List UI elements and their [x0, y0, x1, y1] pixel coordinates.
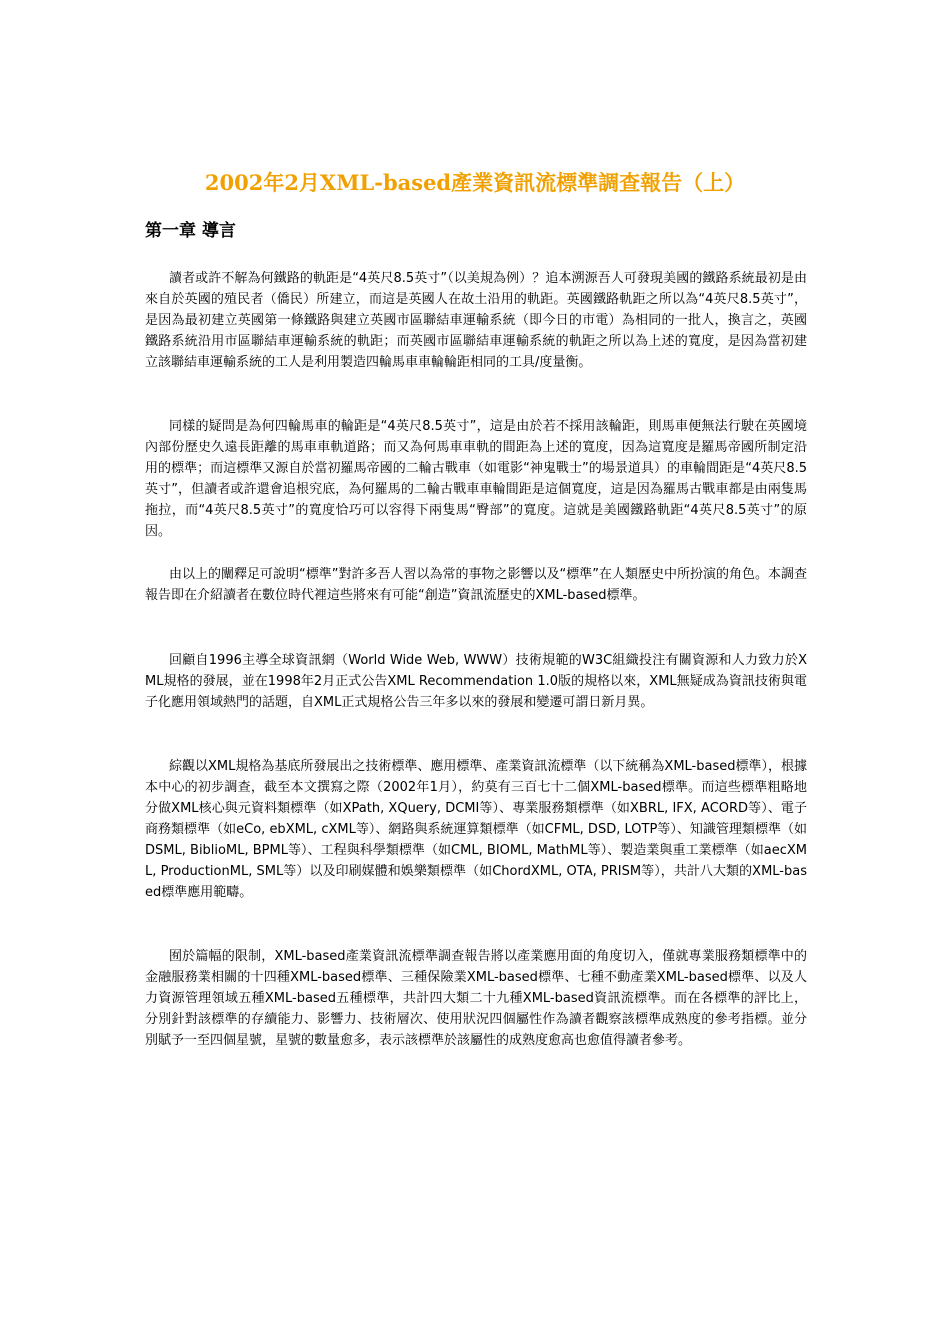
chapter-heading: 第一章 導言 [145, 221, 236, 241]
body-paragraph-5: 綜觀以XML規格為基底所發展出之技術標準、應用標準、產業資訊流標準（以下統稱為XML-based標準），根據本中心的初步調查，截至本文撰寫之際（2002年1月），約莫有三百七十二個XML-based標準。而這些標準粗略地分做XML核心與元資料類標準（如XPath, XQuery, DCMI等）、專業服務類標準（如XBRL, IFX, ACORD等）、電子商務類標準（如eCo, ebXML, cXML等）、網路與系統運算類標準（如CFML, DSD, LOTP等）、知識管理類標準（如DSML, BiblioML, BPML等）、工程與科學類標準（如CML, BIOML, MathML等）、製造業與重工業標準（如aecXML, ProductionML, SML等）以及印刷媒體和娛樂類標準（如ChordXML, OTA, PRISM等），共計八大類的XML-based標準應用範疇。 [145, 759, 807, 900]
body-paragraph-6: 囿於篇幅的限制，XML-based產業資訊流標準調查報告將以產業應用面的角度切入，僅就專業服務類標準中的金融服務業相關的十四種XML-based標準、三種保險業XML-based標準、七種不動產業XML-based標準、以及人力資源管理領域五種XML-based五種標準，共計四大類二十九種XML-based資訊流標準。而在各標準的評比上，分別針對該標準的存續能力、影響力、技術層次、使用狀況四個屬性作為讀者觀察該標準成熟度的參考指標。並分別賦予一至四個星號，星號的數量愈多，表示該標準於該屬性的成熟度愈高也愈值得讀者參考。 [145, 949, 807, 1048]
body-paragraph-4: 回顧自1996主導全球資訊網（World Wide Web, WWW）技術規範的W3C組織投注有關資源和人力致力於XML規格的發展，並在1998年2月正式公告XML Recommendation 1.0版的規格以來，XML無疑成為資訊技術與電子化應用領域熱門的話題，自XML正式規格公告三年多以來的發展和變遷可謂日新月異。 [145, 653, 807, 710]
body-paragraph-3: 由以上的闡釋足可說明“標準”對許多吾人習以為常的事物之影響以及“標準”在人類歷史中所扮演的角色。本調查報告即在介紹讀者在數位時代裡這些將來有可能“創造”資訊流歷史的XML-based標準。 [145, 567, 807, 603]
body-paragraph-1: 讀者或許不解為何鐵路的軌距是“4英尺8.5英寸”（以美規為例）？追本溯源吾人可發現美國的鐵路系統最初是由來自於英國的殖民者（僑民）所建立，而這是英國人在故土沿用的軌距。英國鐵路軌距之所以為“4英尺8.5英寸”，是因為最初建立英國第一條鐵路與建立英國市區聯結車運輸系統（即今日的市電）為相同的一批人，換言之，英國鐵路系統沿用市區聯結車運輸系統的軌距；而英國市區聯結車運輸系統的軌距之所以為上述的寬度，是因為當初建立該聯結車運輸系統的工人是利用製造四輪馬車車輪輪距相同的工具/度量衡。 [145, 271, 807, 370]
document-title: 2002年2月XML-based產業資訊流標準調查報告（上） [204, 170, 746, 195]
body-paragraph-2: 同樣的疑問是為何四輪馬車的輪距是“4英尺8.5英寸”，這是由於若不採用該輪距，則馬車便無法行駛在英國境內部份歷史久遠長距離的馬車車軌道路；而又為何馬車車軌的間距為上述的寬度，因為這寬度是羅馬帝國所制定沿用的標準；而這標準又源自於當初羅馬帝國的二輪古戰車（如電影“神鬼戰士”的場景道具）的車輪間距是“4英尺8.5英寸”，但讀者或許還會追根究底，為何羅馬的二輪古戰車車輪間距是這個寬度，這是因為羅馬古戰車都是由兩隻馬拖拉，而“4英尺8.5英寸”的寬度恰巧可以容得下兩隻馬“臀部”的寬度。這就是美國鐵路軌距“4英尺8.5英寸”的原因。 [145, 419, 807, 539]
